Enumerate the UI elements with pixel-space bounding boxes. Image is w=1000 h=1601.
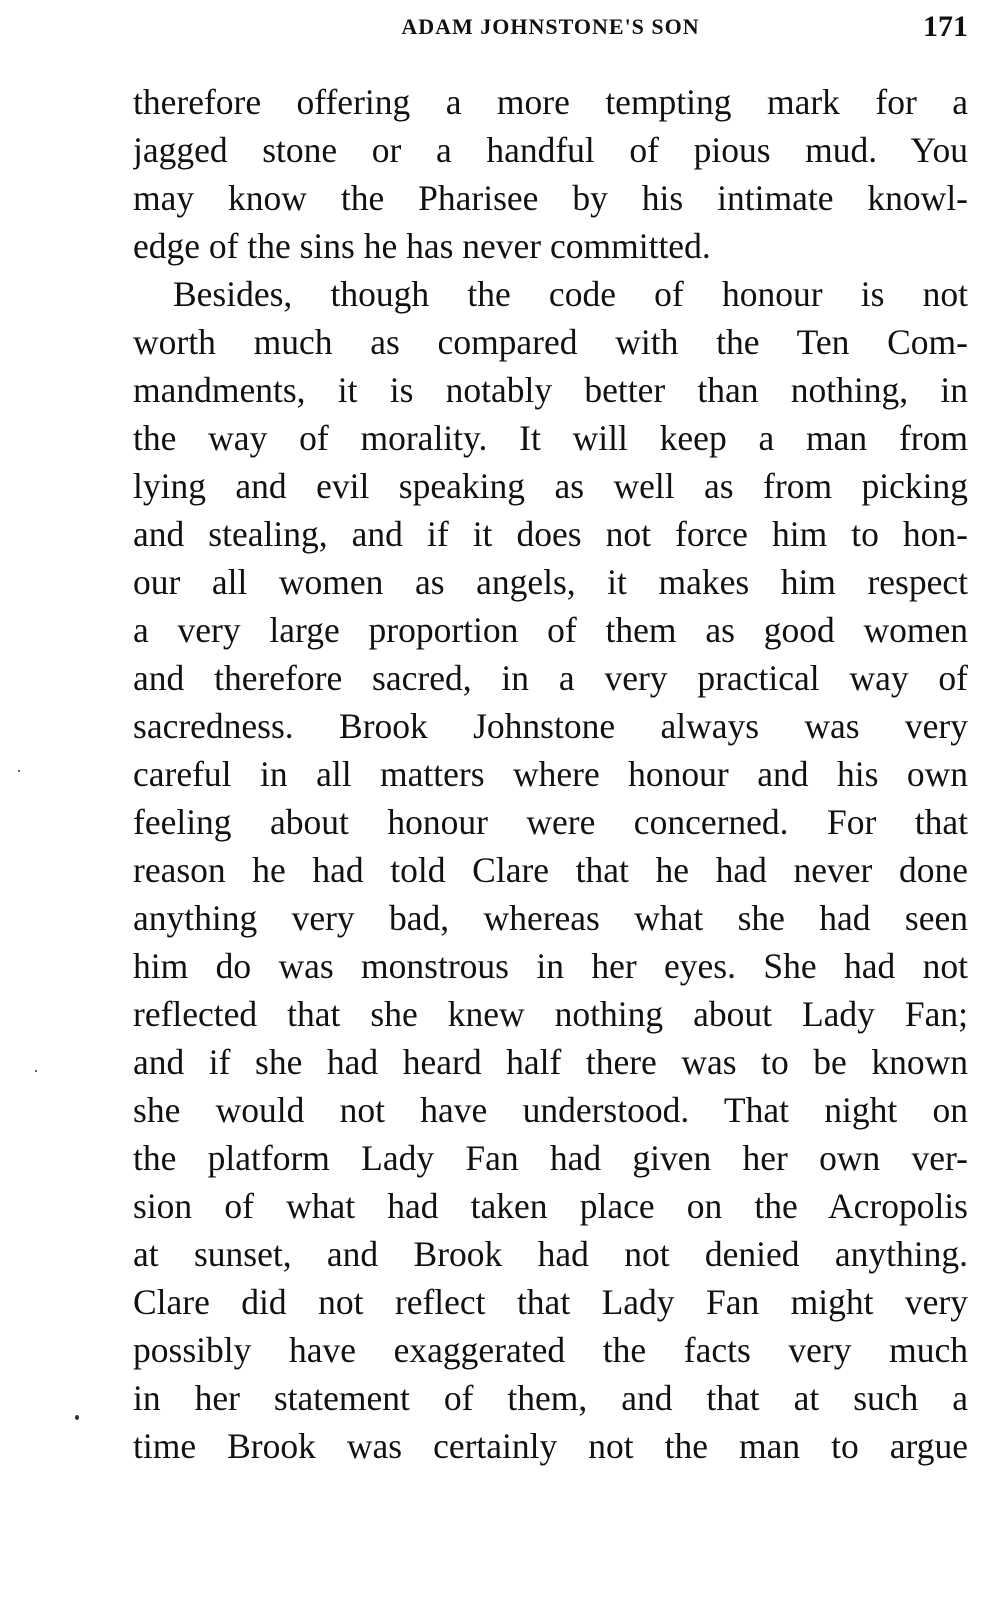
text-line: him do was monstrous in her eyes. She had not — [133, 946, 968, 986]
running-head — [133, 10, 968, 44]
text-line: may know the Pharisee by his intimate knowl- — [133, 178, 968, 218]
text-line: a very large proportion of them as good women — [133, 610, 968, 650]
text-line: worth much as compared with the Ten Com- — [133, 322, 968, 362]
text-line: sacredness. Brook Johnstone always was very — [133, 706, 968, 746]
text-line: edge of the sins he has never committed. — [133, 226, 711, 266]
text-line: lying and evil speaking as well as from picking — [133, 466, 968, 506]
text-line: careful in all matters where honour and his own — [133, 754, 968, 794]
text-line: reflected that she knew nothing about Lady Fan; — [133, 994, 968, 1034]
text-line: in her statement of them, and that at such a — [133, 1378, 968, 1418]
text-line: the platform Lady Fan had given her own ver- — [133, 1138, 968, 1178]
text-line: therefore offering a more tempting mark for a — [133, 82, 968, 122]
text-line: feeling about honour were concerned. For that — [133, 802, 968, 842]
text-line: anything very bad, whereas what she had seen — [133, 898, 968, 938]
text-line: she would not have understood. That night on — [133, 1090, 968, 1130]
text-line: mandments, it is notably better than nothing, in — [133, 370, 968, 410]
text-line: our all women as angels, it makes him respect — [133, 562, 968, 602]
text-line: possibly have exaggerated the facts very much — [133, 1330, 968, 1370]
text-line: and if she had heard half there was to be known — [133, 1042, 968, 1082]
text-line: and therefore sacred, in a very practical way of — [133, 658, 968, 698]
print-speck — [18, 770, 20, 772]
paragraph-start-line: Besides, though the code of honour is not — [173, 274, 968, 314]
text-line: at sunset, and Brook had not denied anything. — [133, 1234, 968, 1274]
print-speck — [75, 1415, 79, 1420]
text-line: time Brook was certainly not the man to argue — [133, 1426, 968, 1466]
body-text — [133, 78, 968, 1470]
text-line: and stealing, and if it does not force him to hon- — [133, 514, 968, 554]
text-line: jagged stone or a handful of pious mud. You — [133, 130, 968, 170]
page-number: 171 — [923, 10, 968, 43]
print-speck — [35, 1070, 37, 1072]
running-title: ADAM JOHNSTONE'S SON — [401, 14, 700, 39]
text-line: reason he had told Clare that he had never done — [133, 850, 968, 890]
text-line: sion of what had taken place on the Acropolis — [133, 1186, 968, 1226]
text-line: Clare did not reflect that Lady Fan might very — [133, 1282, 968, 1322]
text-line: the way of morality. It will keep a man from — [133, 418, 968, 458]
